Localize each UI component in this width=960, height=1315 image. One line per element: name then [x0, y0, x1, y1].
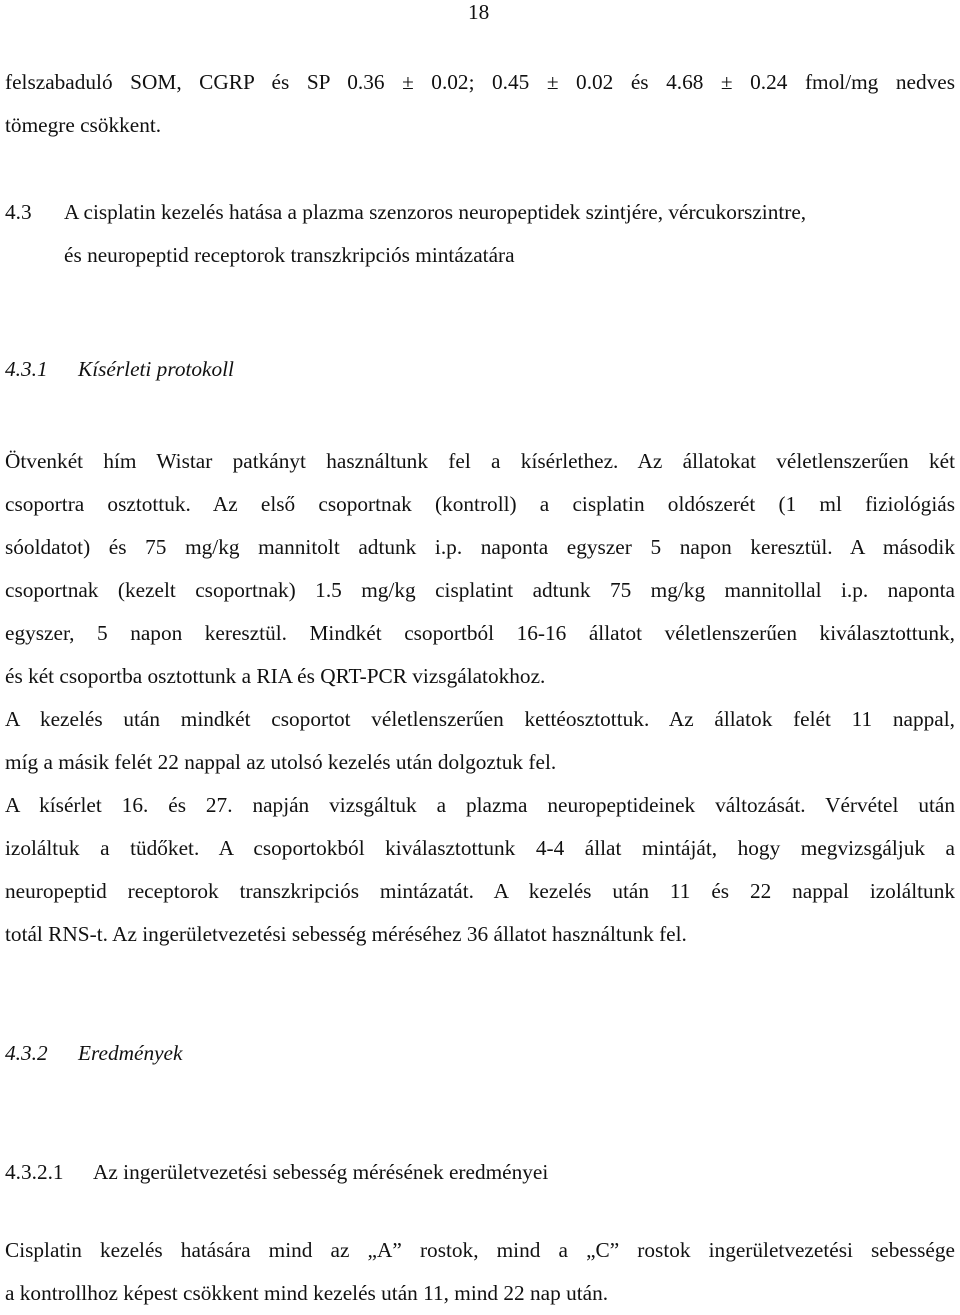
- subsubsection-heading-4-3-2-1: [5, 1158, 955, 1186]
- text-line: A kezelés után mindkét csoportot véletlenszerűen kettéosztottuk. Az állatok felét 11 nappal,: [5, 707, 955, 731]
- subsection-heading-4-3-1: [5, 355, 955, 383]
- subsection-title: Eredmények: [78, 1041, 183, 1065]
- protocol-paragraph: [5, 440, 955, 956]
- intro-line-1: felszabaduló SOM, CGRP és SP 0.36 ± 0.02; 0.45 ± 0.02 és 4.68 ± 0.24 fmol/mg nedves: [5, 70, 955, 94]
- text-line: a kontrollhoz képest csökkent mind kezelés után 11, mind 22 nap után.: [5, 1281, 609, 1305]
- text-line: míg a másik felét 22 nappal az utolsó kezelés után dolgoztuk fel.: [5, 750, 557, 774]
- subsection-number: 4.3.1: [5, 357, 48, 381]
- subsubsection-number: 4.3.2.1: [5, 1160, 64, 1184]
- text-line: neuropeptid receptorok transzkripciós mintázatát. A kezelés után 11 és 22 nappal izoláltunk: [5, 879, 955, 903]
- results-paragraph: [5, 1229, 955, 1315]
- subsubsection-title: Az ingerületvezetési sebesség mérésének eredményei: [93, 1160, 549, 1184]
- text-line: izoláltuk a tüdőket. A csoportokból kiválasztottunk 4-4 állat mintáját, hogy megvizsgáljuk a: [5, 836, 955, 860]
- text-line: egyszer, 5 napon keresztül. Mindkét csoportból 16-16 állatot véletlenszerűen kiválasztottunk,: [5, 621, 955, 645]
- text-line: csoportnak (kezelt csoportnak) 1.5 mg/kg cisplatint adtunk 75 mg/kg mannitollal i.p. naponta: [5, 578, 955, 602]
- text-line: Cisplatin kezelés hatására mind az „A” rostok, mind a „C” rostok ingerületvezetési sebessége: [5, 1238, 955, 1262]
- text-line: totál RNS-t. Az ingerületvezetési sebesség méréséhez 36 állatot használtunk fel.: [5, 922, 687, 946]
- section-title-line-2: és neuropeptid receptorok transzkripciós mintázatára: [64, 243, 515, 267]
- subsection-title: Kísérleti protokoll: [78, 357, 234, 381]
- page-number: 18: [468, 0, 490, 24]
- intro-line-2: tömegre csökkent.: [5, 113, 162, 137]
- text-line: és két csoportba osztottunk a RIA és QRT-PCR vizsgálatokhoz.: [5, 664, 546, 688]
- text-line: A kísérlet 16. és 27. napján vizsgáltuk a plazma neuropeptideinek változását. Vérvétel után: [5, 793, 955, 817]
- subsection-number: 4.3.2: [5, 1041, 48, 1065]
- section-heading-4-3: [5, 191, 955, 277]
- subsection-heading-4-3-2: [5, 1039, 955, 1067]
- section-number: 4.3: [5, 200, 32, 224]
- text-line: Ötvenkét hím Wistar patkányt használtunk fel a kísérlethez. Az állatokat véletlenszerűen két: [5, 449, 955, 473]
- text-line: csoportra osztottuk. Az első csoportnak (kontroll) a cisplatin oldószerét (1 ml fiziológiás: [5, 492, 955, 516]
- text-line: sóoldatot) és 75 mg/kg mannitolt adtunk i.p. naponta egyszer 5 napon keresztül. A második: [5, 535, 955, 559]
- section-title-line-1: A cisplatin kezelés hatása a plazma szenzoros neuropeptidek szintjére, vércukorszintre,: [64, 200, 807, 224]
- intro-paragraph: [5, 61, 955, 147]
